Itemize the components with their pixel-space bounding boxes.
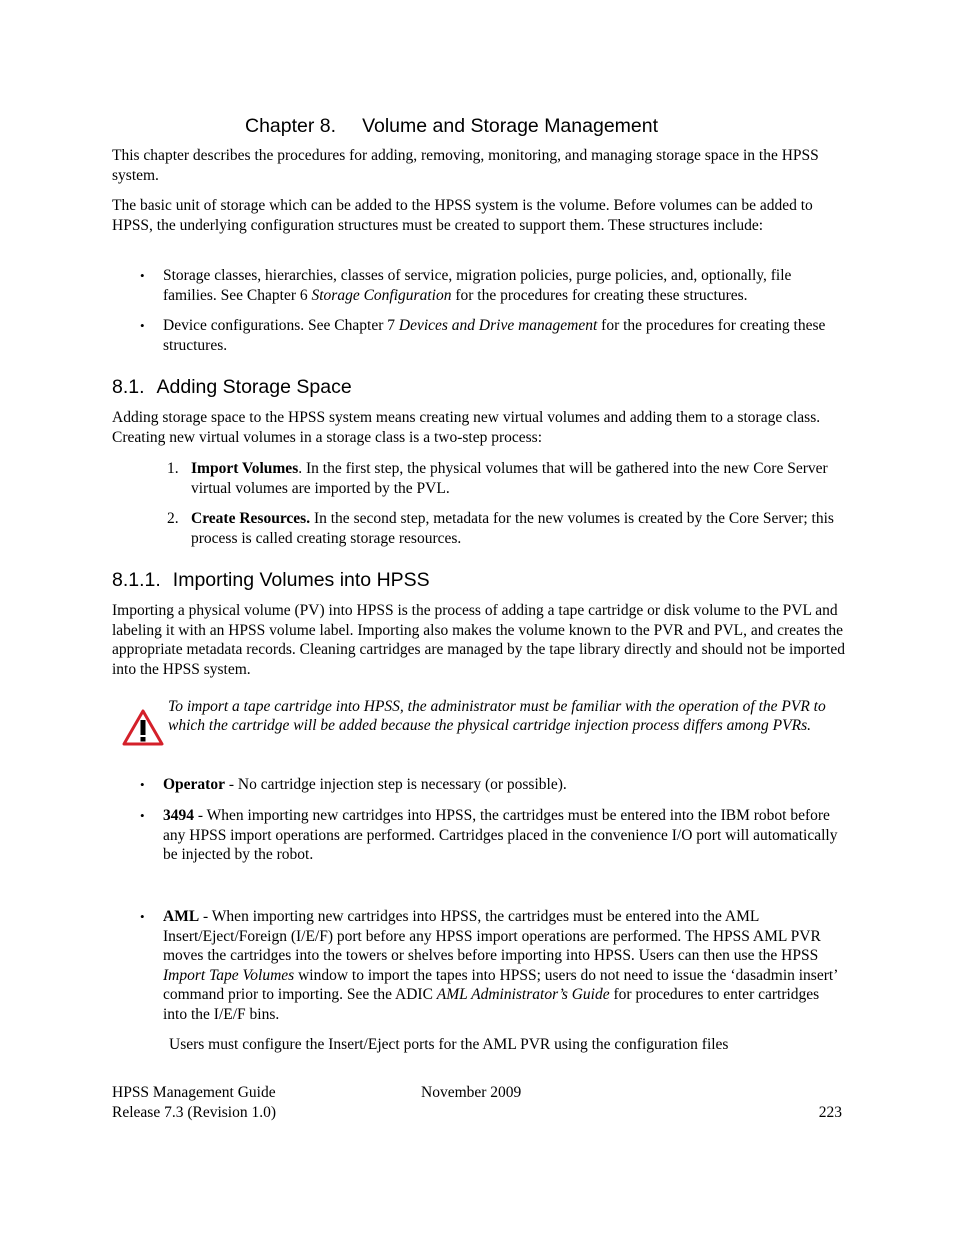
- bullet-icon: •: [140, 268, 145, 283]
- bullet-italic: AML Administrator’s Guide: [436, 986, 610, 1004]
- page-number: 223: [818, 1104, 842, 1121]
- bullet-italic: Storage Configuration: [311, 286, 452, 304]
- chapter-number: Chapter 8.: [245, 115, 337, 137]
- bullet-italic: Import Tape Volumes: [163, 966, 295, 984]
- bullet-icon: •: [140, 808, 145, 823]
- step-title: Create Resources.: [191, 510, 311, 527]
- list-item: [140, 806, 845, 865]
- list-item: [140, 907, 845, 1025]
- bullet-text: for procedures to enter cartridges into the I/E/F bins.: [163, 986, 820, 1023]
- bullet-text: Storage classes, hierarchies, classes of service, migration policies, purge policies, and, optionally, file families. See Chapter 6: [163, 267, 792, 304]
- section-title: Adding Storage Space: [156, 376, 352, 398]
- aml-config-paragraph: Users must configure the Insert/Eject ports for the AML PVR using the configuration files: [169, 1036, 729, 1053]
- section-heading-8-1-1: [112, 567, 430, 593]
- step-text: . In the first step, the physical volumes that will be gathered into the new Core Server virtual volumes are imported by the PVL.: [191, 460, 828, 497]
- section-heading-8-1: [112, 374, 352, 400]
- list-item: [140, 775, 845, 795]
- list-item: [167, 509, 847, 548]
- bullet-text: window to import the tapes into HPSS; users do not need to issue the ‘dasadmin insert’ command prior to importing. See the ADIC: [163, 966, 838, 1004]
- bullet-title: Operator: [163, 776, 225, 793]
- bullet-title: 3494: [163, 807, 194, 824]
- step-title: Import Volumes: [191, 460, 299, 477]
- bullet-title: AML: [163, 908, 200, 925]
- warning-note: To import a tape cartridge into HPSS, the administrator must be familiar with the operation of the PVR to which the cartridge will be added because the physical cartridge injection process differs among PVRs.: [168, 698, 826, 734]
- bullet-text: for the procedures for creating these structures.: [163, 317, 826, 354]
- section-8-1-1-paragraph: Importing a physical volume (PV) into HPSS is the process of adding a tape cartridge or disk volume to the PVL and labeling it with an HPSS volume label. Importing also makes the volume known to the PVR and PVL, and creates the appropriate metadata records. Cleaning cartridges are managed by the tape library directly and should not be imported into the HPSS system.: [112, 602, 845, 678]
- step-number: 2.: [167, 510, 179, 527]
- section-title: Importing Volumes into HPSS: [172, 569, 430, 591]
- bullet-icon: •: [140, 318, 145, 333]
- section-number: 8.1.1.: [112, 569, 161, 591]
- intro-paragraph-1: This chapter describes the procedures for adding, removing, monitoring, and managing storage space in the HPSS system.: [112, 147, 819, 184]
- chapter-heading: [245, 113, 658, 139]
- list-item: [167, 459, 847, 498]
- footer-date: November 2009: [421, 1084, 522, 1101]
- bullet-text: for the procedures for creating these structures.: [451, 286, 748, 304]
- bullet-text: Device configurations. See Chapter 7: [163, 317, 399, 334]
- list-item: [140, 316, 845, 355]
- step-number: 1.: [167, 460, 179, 477]
- step-text: In the second step, metadata for the new volumes is created by the Core Server; this process is called creating storage resources.: [191, 510, 834, 547]
- chapter-title: Volume and Storage Management: [362, 115, 659, 137]
- bullet-text: - When importing new cartridges into HPSS, the cartridges must be entered into the IBM robot before any HPSS import operations are performed. Cartridges placed in the convenience I/O port will automatically be injected by the robot.: [163, 807, 838, 864]
- intro-paragraph-2: The basic unit of storage which can be added to the HPSS system is the volume. Before volumes can be added to HPSS, the underlying configuration structures must be created to support them. These structures include:: [112, 197, 813, 234]
- footer-release: Release 7.3 (Revision 1.0): [112, 1104, 277, 1121]
- bullet-italic: Devices and Drive management: [398, 317, 598, 334]
- section-8-1-paragraph: Adding storage space to the HPSS system means creating new virtual volumes and adding them to a storage class. Creating new virtual volumes in a storage class is a two-step process:: [112, 409, 821, 446]
- footer-guide: HPSS Management Guide: [112, 1084, 276, 1101]
- bullet-icon: •: [140, 909, 145, 924]
- bullet-text: - When importing new cartridges into HPSS, the cartridges must be entered into the AML Insert/Eject/Foreign (I/E/F) port before any HPSS import operations are performed. The HPSS AML PVR moves the cartridges into the towers or shelves before importing into HPSS. Users can then use the HPSS: [163, 908, 821, 965]
- warning-icon: [122, 709, 164, 747]
- list-item: [140, 266, 845, 305]
- bullet-icon: •: [140, 777, 145, 792]
- bullet-text: - No cartridge injection step is necessary (or possible).: [224, 776, 567, 793]
- section-number: 8.1.: [112, 376, 145, 398]
